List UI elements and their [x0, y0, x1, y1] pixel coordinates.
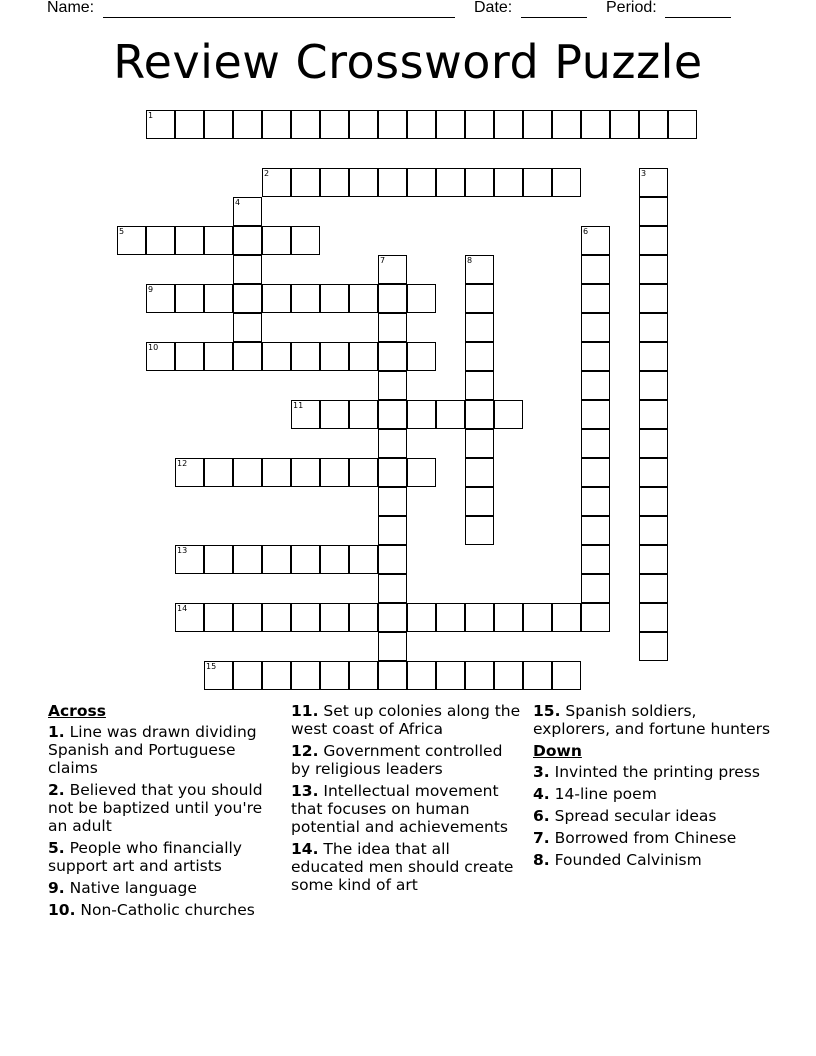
- clue-across-2: [48, 781, 283, 835]
- clue-across-5: [48, 839, 283, 875]
- crossword-cell[interactable]: [552, 110, 581, 139]
- clue-number: 8.: [533, 851, 550, 869]
- crossword-cell[interactable]: [204, 458, 233, 487]
- page-title: Review Crossword Puzzle: [113, 35, 703, 89]
- clue-number: 14.: [291, 840, 319, 858]
- crossword-cell[interactable]: [204, 661, 233, 690]
- crossword-cell[interactable]: [349, 458, 378, 487]
- crossword-cell[interactable]: [291, 458, 320, 487]
- crossword-cell[interactable]: [523, 110, 552, 139]
- crossword-cell[interactable]: [204, 284, 233, 313]
- crossword-cell[interactable]: [552, 661, 581, 690]
- cell-number: 9: [148, 285, 154, 294]
- clue-number: 9.: [48, 879, 65, 897]
- cell-number: 7: [380, 256, 386, 265]
- crossword-cell[interactable]: [291, 110, 320, 139]
- crossword-cell[interactable]: [291, 661, 320, 690]
- crossword-cell[interactable]: [378, 110, 407, 139]
- clue-text: Spread secular ideas: [554, 807, 717, 825]
- crossword-cell[interactable]: [378, 342, 407, 371]
- clue-number: 11.: [291, 702, 319, 720]
- crossword-cell[interactable]: [291, 603, 320, 632]
- crossword-cell[interactable]: [407, 284, 436, 313]
- name-label: Name:: [47, 0, 95, 16]
- crossword-cell[interactable]: [349, 400, 378, 429]
- crossword-cell[interactable]: [262, 458, 291, 487]
- crossword-cell[interactable]: [639, 487, 668, 516]
- cell-number: 1: [148, 111, 154, 120]
- crossword-cell[interactable]: [204, 110, 233, 139]
- crossword-cell[interactable]: [581, 458, 610, 487]
- crossword-cell[interactable]: [378, 400, 407, 429]
- crossword-cell[interactable]: [233, 110, 262, 139]
- clue-text: Intellectual movement that focuses on human potential and achievements: [291, 782, 508, 836]
- crossword-cell[interactable]: [639, 603, 668, 632]
- crossword-cell[interactable]: [349, 168, 378, 197]
- crossword-cell[interactable]: [494, 110, 523, 139]
- crossword-cell[interactable]: [204, 342, 233, 371]
- crossword-cell[interactable]: [291, 226, 320, 255]
- crossword-cell[interactable]: [146, 342, 175, 371]
- crossword-cell[interactable]: [436, 603, 465, 632]
- clue-across-11: [291, 702, 526, 738]
- crossword-cell[interactable]: [320, 545, 349, 574]
- crossword-cell[interactable]: [639, 255, 668, 284]
- crossword-cell[interactable]: [378, 284, 407, 313]
- crossword-cell[interactable]: [291, 545, 320, 574]
- crossword-cell[interactable]: [523, 168, 552, 197]
- crossword-cell[interactable]: [233, 197, 262, 226]
- crossword-cell[interactable]: [465, 458, 494, 487]
- crossword-cell[interactable]: [175, 110, 204, 139]
- crossword-cell[interactable]: [465, 661, 494, 690]
- clues-column-2: [291, 702, 526, 898]
- clue-number: 2.: [48, 781, 65, 799]
- clue-text: Non-Catholic churches: [80, 901, 255, 919]
- crossword-cell[interactable]: [349, 603, 378, 632]
- clue-number: 1.: [48, 723, 65, 741]
- crossword-cell[interactable]: [175, 603, 204, 632]
- crossword-cell[interactable]: [581, 603, 610, 632]
- cell-number: 6: [583, 227, 589, 236]
- cell-number: 14: [177, 604, 188, 613]
- crossword-cell[interactable]: [146, 110, 175, 139]
- crossword-cell[interactable]: [320, 661, 349, 690]
- crossword-cell[interactable]: [204, 603, 233, 632]
- crossword-cell[interactable]: [262, 226, 291, 255]
- clue-text: Set up colonies along the west coast of Africa: [291, 702, 521, 738]
- crossword-cell[interactable]: [639, 516, 668, 545]
- crossword-cell[interactable]: [494, 603, 523, 632]
- crossword-cell[interactable]: [233, 342, 262, 371]
- crossword-cell[interactable]: [378, 545, 407, 574]
- clue-number: 6.: [533, 807, 550, 825]
- crossword-cell[interactable]: [465, 284, 494, 313]
- cell-number: 4: [235, 198, 241, 207]
- cell-number: 2: [264, 169, 270, 178]
- crossword-cell[interactable]: [349, 661, 378, 690]
- cell-number: 11: [293, 401, 304, 410]
- clue-across-10: [48, 901, 283, 919]
- crossword-cell[interactable]: [639, 400, 668, 429]
- crossword-cell[interactable]: [291, 342, 320, 371]
- crossword-cell[interactable]: [233, 226, 262, 255]
- crossword-cell[interactable]: [494, 168, 523, 197]
- crossword-cell[interactable]: [465, 516, 494, 545]
- crossword-cell[interactable]: [320, 168, 349, 197]
- crossword-cell[interactable]: [349, 545, 378, 574]
- crossword-cell[interactable]: [581, 342, 610, 371]
- crossword-cell[interactable]: [639, 632, 668, 661]
- clue-across-12: [291, 742, 526, 778]
- crossword-cell[interactable]: [146, 284, 175, 313]
- crossword-cell[interactable]: [465, 371, 494, 400]
- clue-down-7: [533, 829, 773, 847]
- clue-across-9: [48, 879, 283, 897]
- crossword-cell[interactable]: [465, 168, 494, 197]
- clue-number: 15.: [533, 702, 561, 720]
- crossword-cell[interactable]: [581, 284, 610, 313]
- crossword-cell[interactable]: [320, 400, 349, 429]
- crossword-cell[interactable]: [175, 458, 204, 487]
- across-heading: Across: [48, 702, 106, 720]
- crossword-cell[interactable]: [465, 487, 494, 516]
- crossword-cell[interactable]: [233, 313, 262, 342]
- crossword-cell[interactable]: [320, 342, 349, 371]
- clue-down-3: [533, 763, 773, 781]
- clue-text: Believed that you should not be baptized until you're an adult: [48, 781, 263, 835]
- cell-number: 12: [177, 459, 188, 468]
- crossword-cell[interactable]: [349, 284, 378, 313]
- crossword-cell[interactable]: [175, 226, 204, 255]
- clue-number: 13.: [291, 782, 319, 800]
- crossword-cell[interactable]: [581, 487, 610, 516]
- crossword-cell[interactable]: [233, 255, 262, 284]
- crossword-cell[interactable]: [465, 429, 494, 458]
- crossword-cell[interactable]: [291, 284, 320, 313]
- crossword-cell[interactable]: [639, 342, 668, 371]
- crossword-cell[interactable]: [378, 313, 407, 342]
- crossword-cell[interactable]: [436, 168, 465, 197]
- cell-number: 10: [148, 343, 159, 352]
- clue-down-6: [533, 807, 773, 825]
- crossword-cell[interactable]: [262, 110, 291, 139]
- crossword-cell[interactable]: [581, 255, 610, 284]
- crossword-cell[interactable]: [320, 110, 349, 139]
- crossword-cell[interactable]: [407, 603, 436, 632]
- clue-text: Founded Calvinism: [554, 851, 702, 869]
- crossword-cell[interactable]: [523, 603, 552, 632]
- crossword-cell[interactable]: [349, 110, 378, 139]
- crossword-cell[interactable]: [291, 400, 320, 429]
- crossword-cell[interactable]: [204, 226, 233, 255]
- clues-column-1: [48, 702, 283, 923]
- crossword-cell[interactable]: [639, 197, 668, 226]
- crossword-cell[interactable]: [378, 429, 407, 458]
- clue-number: 3.: [533, 763, 550, 781]
- crossword-cell[interactable]: [233, 661, 262, 690]
- date-label: Date:: [474, 0, 513, 16]
- clues-column-3: [533, 702, 773, 873]
- down-heading: Down: [533, 742, 582, 760]
- crossword-cell[interactable]: [639, 545, 668, 574]
- crossword-cell[interactable]: [523, 661, 552, 690]
- crossword-cell[interactable]: [117, 226, 146, 255]
- crossword-cell[interactable]: [581, 516, 610, 545]
- crossword-cell[interactable]: [436, 110, 465, 139]
- crossword-cell[interactable]: [175, 545, 204, 574]
- crossword-cell[interactable]: [639, 429, 668, 458]
- clue-text: Native language: [69, 879, 197, 897]
- crossword-cell[interactable]: [552, 603, 581, 632]
- clue-text: Invinted the printing press: [554, 763, 760, 781]
- crossword-cell[interactable]: [175, 284, 204, 313]
- crossword-cell[interactable]: [436, 400, 465, 429]
- cell-number: 5: [119, 227, 125, 236]
- cell-number: 3: [641, 169, 647, 178]
- cell-number: 13: [177, 546, 188, 555]
- crossword-cell[interactable]: [581, 226, 610, 255]
- crossword-cell[interactable]: [262, 545, 291, 574]
- crossword-cell[interactable]: [262, 284, 291, 313]
- crossword-cell[interactable]: [407, 110, 436, 139]
- crossword-cell[interactable]: [320, 603, 349, 632]
- clue-text: Borrowed from Chinese: [554, 829, 737, 847]
- clue-down-8: [533, 851, 773, 869]
- crossword-cell[interactable]: [465, 342, 494, 371]
- crossword-cell[interactable]: [378, 168, 407, 197]
- crossword-cell[interactable]: [175, 342, 204, 371]
- crossword-cell[interactable]: [146, 226, 175, 255]
- period-label: Period:: [606, 0, 657, 16]
- crossword-cell[interactable]: [262, 168, 291, 197]
- crossword-cell[interactable]: [639, 168, 668, 197]
- crossword-cell[interactable]: [465, 255, 494, 284]
- crossword-cell[interactable]: [378, 574, 407, 603]
- crossword-cell[interactable]: [668, 110, 697, 139]
- crossword-cell[interactable]: [639, 371, 668, 400]
- crossword-cell[interactable]: [436, 661, 465, 690]
- crossword-cell[interactable]: [262, 342, 291, 371]
- crossword-cell[interactable]: [494, 661, 523, 690]
- clue-number: 12.: [291, 742, 319, 760]
- clue-text: Government controlled by religious leaders: [291, 742, 503, 778]
- clue-text: People who financially support art and artists: [48, 839, 242, 875]
- clue-across-14: [291, 840, 526, 894]
- cell-number: 15: [206, 662, 217, 671]
- clue-number: 7.: [533, 829, 550, 847]
- crossword-cell[interactable]: [581, 574, 610, 603]
- crossword-cell[interactable]: [378, 516, 407, 545]
- clue-number: 10.: [48, 901, 76, 919]
- crossword-cell[interactable]: [407, 661, 436, 690]
- clue-text: Line was drawn dividing Spanish and Portuguese claims: [48, 723, 257, 777]
- crossword-cell[interactable]: [233, 545, 262, 574]
- crossword-cell[interactable]: [581, 371, 610, 400]
- crossword-cell[interactable]: [262, 603, 291, 632]
- clue-across-15: [533, 702, 773, 738]
- clue-down-4: [533, 785, 773, 803]
- crossword-cell[interactable]: [407, 400, 436, 429]
- crossword-cell[interactable]: [378, 458, 407, 487]
- crossword-cell[interactable]: [639, 226, 668, 255]
- crossword-cell[interactable]: [204, 545, 233, 574]
- crossword-cell[interactable]: [639, 574, 668, 603]
- crossword-cell[interactable]: [291, 168, 320, 197]
- crossword-cell[interactable]: [378, 632, 407, 661]
- crossword-cell[interactable]: [378, 371, 407, 400]
- crossword-cell[interactable]: [378, 487, 407, 516]
- crossword-cell[interactable]: [552, 168, 581, 197]
- crossword-cell[interactable]: [581, 400, 610, 429]
- crossword-cell[interactable]: [581, 110, 610, 139]
- clue-across-13: [291, 782, 526, 836]
- crossword-cell[interactable]: [378, 255, 407, 284]
- crossword-cell[interactable]: [610, 110, 639, 139]
- crossword-cell[interactable]: [465, 313, 494, 342]
- clue-across-1: [48, 723, 283, 777]
- crossword-cell[interactable]: [233, 603, 262, 632]
- crossword-cell[interactable]: [581, 545, 610, 574]
- crossword-cell[interactable]: [494, 400, 523, 429]
- crossword-cell[interactable]: [465, 400, 494, 429]
- crossword-cell[interactable]: [407, 168, 436, 197]
- crossword-cell[interactable]: [233, 458, 262, 487]
- crossword-cell[interactable]: [320, 458, 349, 487]
- crossword-cell[interactable]: [465, 110, 494, 139]
- crossword-cell[interactable]: [378, 603, 407, 632]
- crossword-cell[interactable]: [407, 342, 436, 371]
- crossword-cell[interactable]: [378, 661, 407, 690]
- clue-text: The idea that all educated men should create some kind of art: [291, 840, 514, 894]
- crossword-cell[interactable]: [262, 661, 291, 690]
- crossword-cell[interactable]: [639, 110, 668, 139]
- crossword-cell[interactable]: [349, 342, 378, 371]
- crossword-cell[interactable]: [639, 284, 668, 313]
- crossword-cell[interactable]: [233, 284, 262, 313]
- clue-number: 4.: [533, 785, 550, 803]
- clue-text: Spanish soldiers, explorers, and fortune hunters: [533, 702, 771, 738]
- crossword-cell[interactable]: [581, 429, 610, 458]
- crossword-cell[interactable]: [407, 458, 436, 487]
- crossword-cell[interactable]: [320, 284, 349, 313]
- crossword-cell[interactable]: [639, 313, 668, 342]
- cell-number: 8: [467, 256, 473, 265]
- clue-number: 5.: [48, 839, 65, 857]
- crossword-cell[interactable]: [639, 458, 668, 487]
- clue-text: 14-line poem: [554, 785, 657, 803]
- crossword-cell[interactable]: [581, 313, 610, 342]
- crossword-cell[interactable]: [465, 603, 494, 632]
